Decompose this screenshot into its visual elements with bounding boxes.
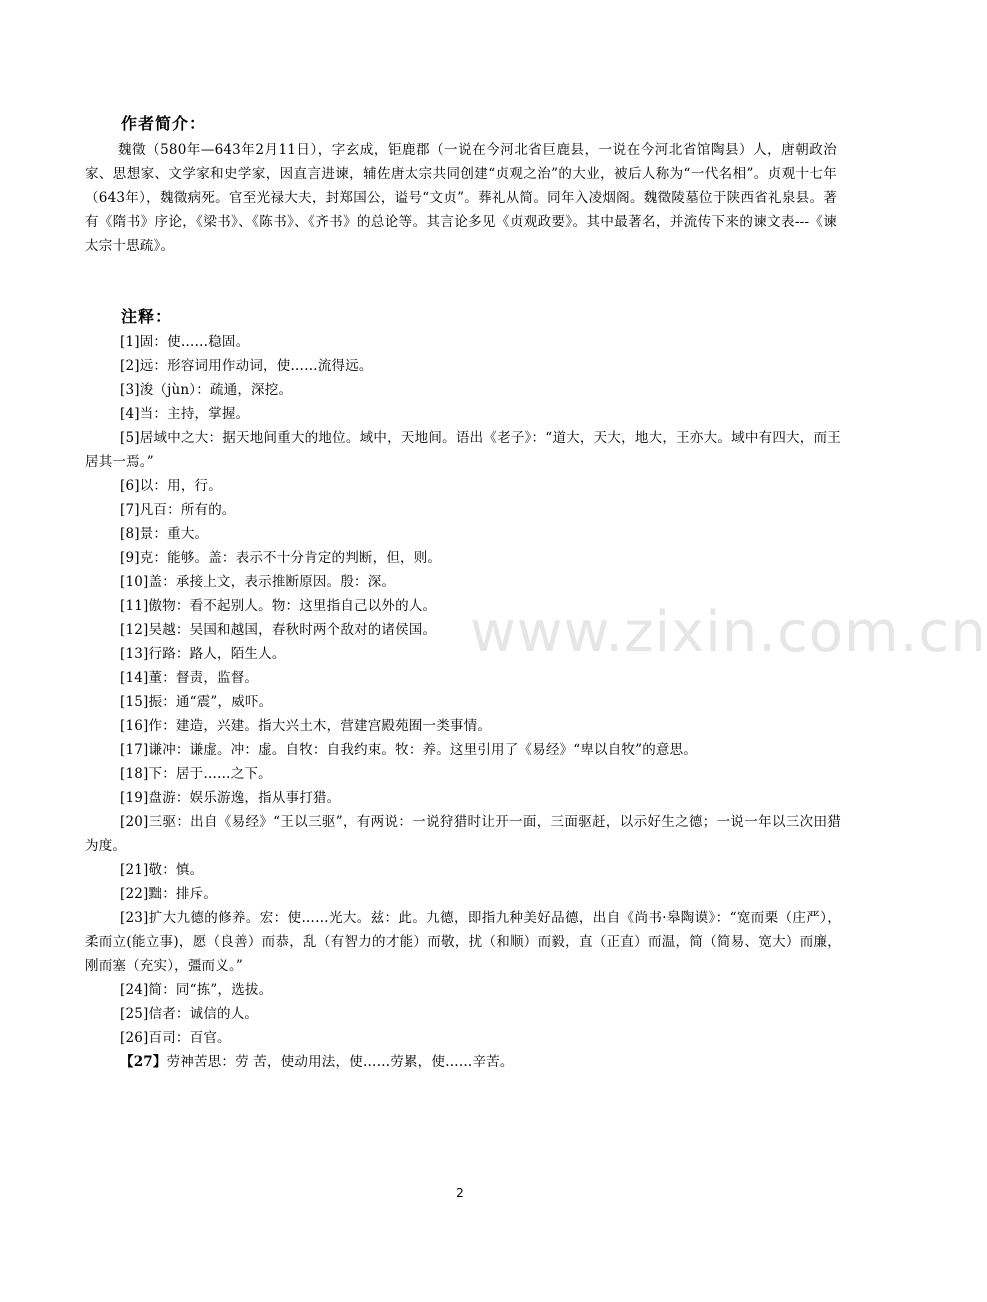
notes-heading: 注释： <box>121 307 173 326</box>
note-text: 远：形容词用作动词，使……流得远。 <box>139 358 373 374</box>
note-item <box>85 642 841 666</box>
note-item <box>85 810 841 858</box>
note-item <box>85 618 841 642</box>
author-intro-paragraph: 魏徵（580年—643年2月11日），字玄成，钜鹿郡（一说在今河北省巨鹿县，一说在今河北省馆陶县）人，唐朝政治家、思想家、文学家和史学家，因直言进谏，辅佐唐太宗共同创建“贞观之治”的大业，被后人称为“一代名相”。贞观十七年（643年），魏徵病死。官至光禄大夫，封郑国公，谥号“文贞”。葬礼从简。同年入凌烟阁。魏徵陵墓位于陕西省礼泉县。著有《隋书》序论，《梁书》、《陈书》、《齐书》的总论等。其言论多见《贞观政要》。其中最著名，并流传下来的谏文表---《谏太宗十思疏》。 <box>85 142 837 254</box>
note-number: [9] <box>120 550 140 566</box>
note-text: 扩大九德的修养。宏：使……光大。兹：此。九德，即指九种美好品德，出自《尚书·皋陶谟》：“宽而栗（庄严），柔而立(能立事)，愿（良善）而恭，乱（有智力的才能）而敬，扰（和顺）而毅，直（正直）而温，简（简易、宽大）而廉，刚而塞（充实），彊而义。” <box>85 910 841 974</box>
notes-list <box>85 330 841 1074</box>
note-number: [3] <box>120 382 140 398</box>
note-text: 盘游：娱乐游逸，指从事打猎。 <box>148 790 341 806</box>
note-text: 作：建造，兴建。指大兴土木，营建宫殿苑囿一类事情。 <box>148 718 492 734</box>
note-number: [11] <box>120 598 149 614</box>
note-item <box>85 762 841 786</box>
note-text: 吴越：吴国和越国，春秋时两个敌对的诸侯国。 <box>148 622 437 638</box>
note-item <box>85 858 841 882</box>
page-number: 2 <box>456 1186 464 1200</box>
note-text: 居域中之大：据天地间重大的地位。域中，天地间。语出《老子》：“道大，天大，地大，王亦大。域中有四大，而王居其一焉。” <box>85 430 841 470</box>
note-number: [15] <box>120 694 149 710</box>
note-number: [19] <box>120 790 149 806</box>
note-item <box>85 594 841 618</box>
note-text: 当：主持，掌握。 <box>139 406 250 422</box>
note-text: 行路：路人，陌生人。 <box>148 646 286 662</box>
note-item <box>85 570 841 594</box>
note-item <box>85 522 841 546</box>
note-number: [5] <box>120 430 140 446</box>
note-text: 傲物：看不起别人。物：这里指自己以外的人。 <box>148 598 437 614</box>
note-text: 董：督责，监督。 <box>148 670 259 686</box>
watermark: www.zixin.com.cn <box>470 600 987 665</box>
note-number: [12] <box>120 622 149 638</box>
note-text: 劳神苦思：劳 苦，使动用法，使……劳累，使……辛苦。 <box>166 1054 514 1070</box>
note-text: 下：居于……之下。 <box>148 766 272 782</box>
note-item <box>85 354 841 378</box>
note-text: 敬：慎。 <box>148 862 204 878</box>
note-item <box>85 690 841 714</box>
note-item <box>85 378 841 402</box>
note-number: [20] <box>120 814 149 830</box>
note-number: [14] <box>120 670 149 686</box>
note-text: 固：使……稳固。 <box>139 334 250 350</box>
note-text: 克：能够。盖：表示不十分肯定的判断，但，则。 <box>139 550 442 566</box>
note-item <box>85 882 841 906</box>
note-number: [13] <box>120 646 149 662</box>
note-number: [22] <box>120 886 149 902</box>
note-item <box>85 978 841 1002</box>
note-text: 浚（jùn）：疏通，深挖。 <box>139 382 293 398</box>
note-text: 谦冲：谦虚。冲：虚。自牧：自我约束。牧：养。这里引用了《易经》“卑以自牧”的意思。 <box>148 742 698 758</box>
note-number: [1] <box>120 334 140 350</box>
note-item <box>85 786 841 810</box>
note-item <box>85 402 841 426</box>
note-item <box>85 1026 841 1050</box>
note-text: 以：用，行。 <box>139 478 222 494</box>
note-number: [26] <box>120 1030 149 1046</box>
note-item <box>85 906 841 978</box>
note-number: [17] <box>120 742 149 758</box>
note-number: [25] <box>120 1006 149 1022</box>
note-text: 黜：排斥。 <box>148 886 218 902</box>
note-item <box>85 714 841 738</box>
note-item <box>85 498 841 522</box>
note-text: 振：通“震”，威吓。 <box>148 694 273 710</box>
author-intro-heading: 作者简介： <box>121 114 207 133</box>
note-item <box>85 426 841 474</box>
note-text: 百司：百官。 <box>148 1030 231 1046</box>
note-item <box>85 546 841 570</box>
note-item <box>85 1002 841 1026</box>
note-number: [21] <box>120 862 149 878</box>
note-number: 【27】 <box>120 1054 167 1070</box>
note-number: [18] <box>120 766 149 782</box>
note-text: 盖：承接上文，表示推断原因。殷：深。 <box>148 574 396 590</box>
note-text: 简：同“拣”，选拔。 <box>148 982 273 998</box>
note-text: 信者：诚信的人。 <box>148 1006 259 1022</box>
note-item <box>85 1050 841 1074</box>
note-number: [7] <box>120 502 140 518</box>
note-item <box>85 474 841 498</box>
note-number: [2] <box>120 358 140 374</box>
note-text: 凡百：所有的。 <box>139 502 236 518</box>
note-text: 景：重大。 <box>139 526 209 542</box>
note-number: [4] <box>120 406 140 422</box>
note-item <box>85 738 841 762</box>
note-item <box>85 666 841 690</box>
note-number: [23] <box>120 910 149 926</box>
note-text: 三驱：出自《易经》“王以三驱”，有两说：一说狩猎时让开一面，三面驱赶，以示好生之德；一说一年以三次田猎为度。 <box>85 814 841 854</box>
note-number: [8] <box>120 526 140 542</box>
note-number: [6] <box>120 478 140 494</box>
note-number: [10] <box>120 574 149 590</box>
note-item <box>85 330 841 354</box>
note-number: [24] <box>120 982 149 998</box>
note-number: [16] <box>120 718 149 734</box>
